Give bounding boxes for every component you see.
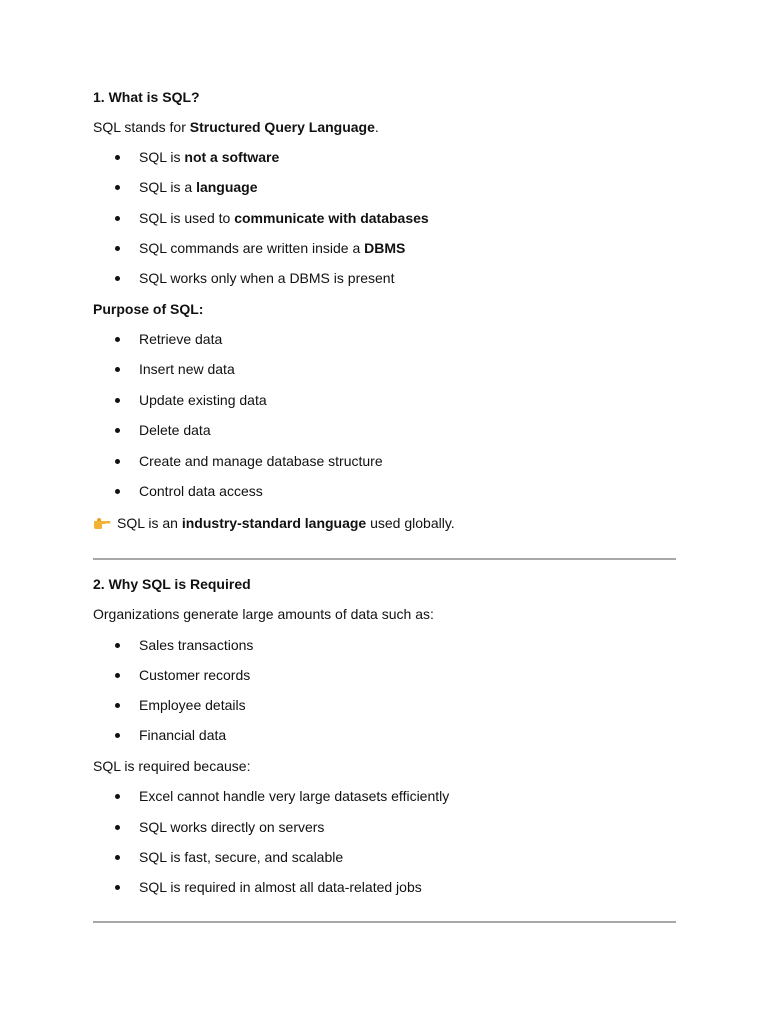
bullet-icon — [115, 885, 120, 890]
list-item-text: SQL is required in almost all data-related jobs — [139, 879, 422, 895]
section-divider — [93, 921, 676, 923]
list-item-text: Control data access — [139, 483, 263, 499]
bullet-icon — [115, 459, 120, 464]
list-item-text: SQL works directly on servers — [139, 819, 325, 835]
list-item-text: Financial data — [139, 727, 227, 743]
intro-bold-text: Structured Query Language — [189, 119, 375, 135]
list-item-text: Retrieve data — [139, 331, 223, 347]
list-item-text: SQL commands are written inside a DBMS — [139, 240, 406, 256]
bullet-icon — [115, 185, 120, 190]
list-item-text: Insert new data — [139, 361, 235, 377]
list-item-text: Excel cannot handle very large datasets efficiently — [139, 788, 450, 804]
list-item-text: Create and manage database structure — [139, 453, 383, 469]
list-item-text: SQL is not a software — [139, 149, 280, 165]
bullet-icon — [115, 703, 120, 708]
purpose-heading: Purpose of SQL: — [93, 301, 204, 317]
intro-text: SQL stands for — [93, 119, 190, 135]
bullet-icon — [115, 246, 120, 251]
bullet-icon — [115, 155, 120, 160]
intro-text-end: . — [374, 119, 379, 135]
bullet-icon — [115, 733, 120, 738]
list-item-text: SQL works only when a DBMS is present — [139, 270, 395, 286]
section-2-heading: 2. Why SQL is Required — [93, 576, 251, 592]
list-item-text: SQL is a language — [139, 179, 258, 195]
bullet-icon — [115, 794, 120, 799]
bullet-icon — [115, 489, 120, 494]
note-text: SQL is an — [117, 515, 182, 531]
list-item-text: SQL is used to communicate with databases — [139, 210, 429, 226]
bullet-icon — [115, 428, 120, 433]
section-1-heading: 1. What is SQL? — [93, 89, 200, 105]
reason-intro: SQL is required because: — [93, 758, 251, 774]
list-item-text: Employee details — [139, 697, 246, 713]
bullet-icon — [115, 855, 120, 860]
bullet-icon — [115, 643, 120, 648]
section-1-intro — [93, 118, 379, 136]
note-line — [93, 514, 455, 532]
list-item-text: Delete data — [139, 422, 211, 438]
note-bold-text: industry-standard language — [181, 515, 367, 531]
note-text-end: used globally. — [366, 515, 455, 531]
section-2-intro: Organizations generate large amounts of data such as: — [93, 606, 434, 622]
bullet-icon — [115, 337, 120, 342]
list-item-text: Customer records — [139, 667, 251, 683]
bullet-icon — [115, 398, 120, 403]
bullet-icon — [115, 673, 120, 678]
pointing-hand-icon — [93, 516, 111, 530]
bullet-icon — [115, 367, 120, 372]
bullet-icon — [115, 276, 120, 281]
list-item-text: Sales transactions — [139, 637, 254, 653]
list-item-text: Update existing data — [139, 392, 267, 408]
list-item-text: SQL is fast, secure, and scalable — [139, 849, 344, 865]
bullet-icon — [115, 216, 120, 221]
section-divider — [93, 558, 676, 560]
bullet-icon — [115, 825, 120, 830]
